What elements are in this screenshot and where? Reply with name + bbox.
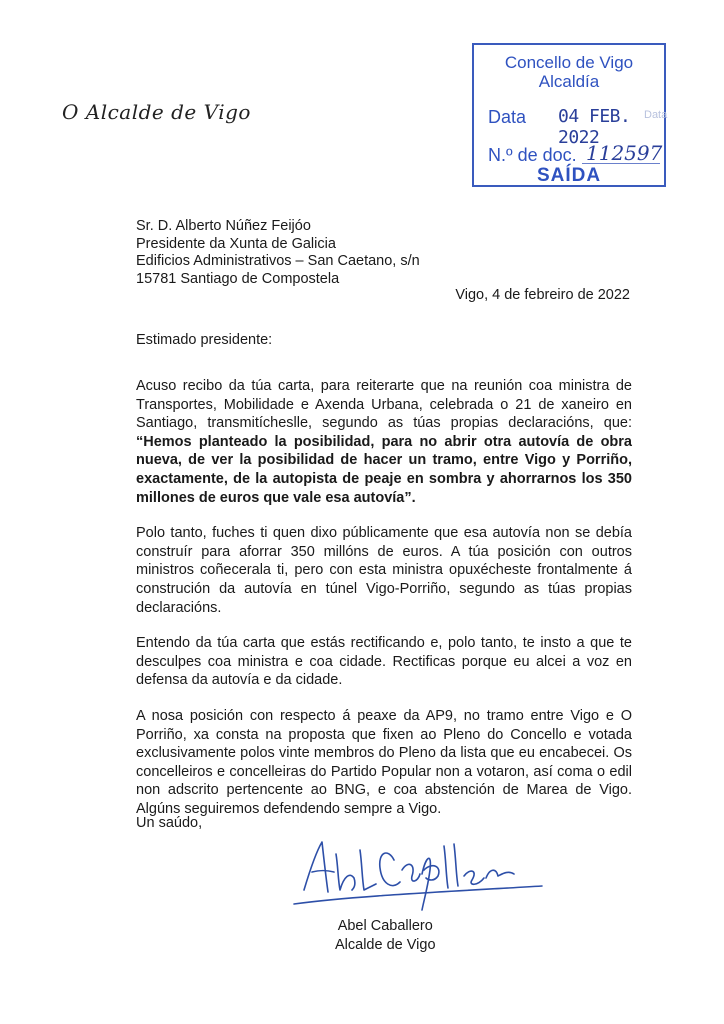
body-paragraph: Entendo da túa carta que estás rectificando e, polo tanto, te insto a que te desculpes coa ministra e coa cidade. Rectificas porque eu alcei a voz en defensa da autovía e da cidade. bbox=[136, 635, 632, 689]
stamp-date-value: 04 FEB. 2022 bbox=[558, 106, 631, 148]
stamp-title: Concello de Vigo bbox=[504, 53, 634, 72]
signer-title: Alcalde de Vigo bbox=[335, 937, 436, 953]
place-and-date: Vigo, 4 de febreiro de 2022 bbox=[455, 287, 630, 303]
signer-name: Abel Caballero bbox=[337, 918, 433, 934]
recipient-address bbox=[136, 218, 420, 288]
recipient-line: Presidente da Xunta de Galicia bbox=[136, 235, 336, 252]
stamp-underline bbox=[582, 163, 660, 164]
closing-line: Un saúdo, bbox=[136, 815, 203, 831]
recipient-line: Edificios Administrativos – San Caetano, s/n bbox=[136, 253, 420, 269]
stamp-subtitle: Alcaldía bbox=[538, 72, 600, 91]
handwritten-signature bbox=[292, 830, 552, 912]
stamp-doc-number: 112597 bbox=[586, 141, 663, 165]
recipient-line: Sr. D. Alberto Núñez Feijóo bbox=[136, 218, 311, 234]
recipient-line: 15781 Santiago de Compostela bbox=[136, 270, 340, 287]
registry-stamp bbox=[472, 43, 666, 187]
body-paragraph: A nosa posición con respecto á peaxe da AP9, no tramo entre Vigo e O Porriño, xa consta na proposta que fixen ao Pleno do Concello e votada exclusivamente polos vinte membros do Pleno da lista que eu encabecei. Os concelleiros e concelleiras do Partido Popular non a votaron, así coma o edil non adscrito pertencente ao BNG, e coa abstención de Marea de Vigo. Algúns seguiremos defendendo sempre a Vigo. bbox=[136, 707, 632, 817]
body-paragraph bbox=[136, 377, 632, 507]
body-paragraph: Polo tanto, fuches ti quen dixo públicamente que esa autovía non se debía construír para aforrar 350 millóns de euros. A túa posición con outros ministros coñecerala ti, pero con esta ministra opuxécheste frontalmente á construción da autovía en túnel Vigo-Porriño, segundo as túas propias declaracións. bbox=[136, 525, 632, 616]
stamp-doc-label: N.º de doc. bbox=[488, 145, 577, 165]
quoted-statement: “Hemos planteado la posibilidad, para no abrir otra autovía de obra nueva, de ver la posibilidad de hacer un tramo, entre Vigo y Porriño, exactamente, de la autopista de peaje en sombra y ahorrarnos los 350 millones de euros que vale esa autovía”. bbox=[136, 433, 632, 506]
stamp-date-label: Data bbox=[488, 107, 527, 127]
letterhead: O Alcalde de Vigo bbox=[62, 100, 251, 124]
letter-body bbox=[136, 377, 632, 835]
signer-block bbox=[335, 917, 436, 955]
salutation: Estimado presidente: bbox=[136, 332, 273, 348]
stamp-faded-text: Data bbox=[644, 109, 668, 121]
paragraph-text: Acuso recibo da túa carta, para reiterarte que na reunión coa ministra de Transportes, Mobilidade e Axenda Urbana, celebrada o 21 de xaneiro en Santiago, transmitícheslle, segundo as túas propias declaracións, que: bbox=[136, 378, 632, 432]
stamp-status: SAÍDA bbox=[536, 165, 602, 186]
